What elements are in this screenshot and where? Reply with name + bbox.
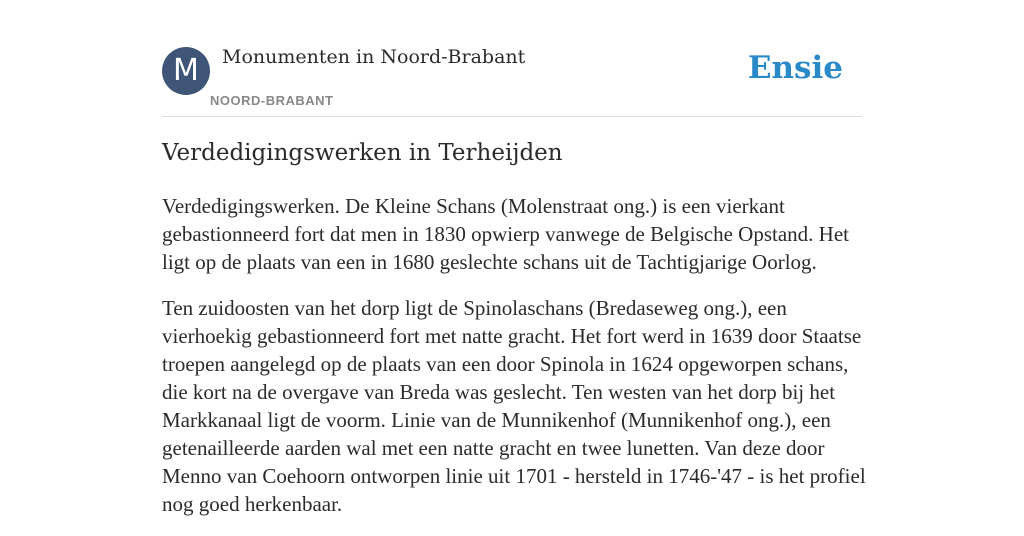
paragraph-2: Ten zuidoosten van het dorp ligt de Spinolaschans (Bredaseweg ong.), een vierhoekig gebastionneerd fort met natte gracht. Het fort werd in 1639 door Staatse troepen aangelegd op de plaats van een door Spinola in 1624 opgeworpen schans, die kort na de overgave van Breda was geslecht. Ten westen van het dorp bij het Markkanaal ligt de voorm. Linie van de Munnikenhof (Munnikenhof ong.), een getenailleerde aarden wal met een natte gracht en twee lunetten. Van deze door Menno van Coehoorn ontworpen linie uit 1701 - hersteld in 1746-'47 - is het profiel nog goed herkenbaar. — [162, 296, 866, 516]
page — [162, 0, 866, 516]
paragraph-1: Verdedigingswerken. De Kleine Schans (Molenstraat ong.) is een vierkant gebastionneerd fort dat men in 1830 opwierp vanwege de Belgische Opstand. Het ligt op de plaats van een in 1680 geslechte schans uit de Tachtigjarige Oorlog. — [162, 194, 849, 274]
avatar[interactable]: M — [162, 47, 210, 95]
article-body — [162, 192, 867, 536]
ensie-logo[interactable]: Ensie — [747, 50, 843, 86]
site-subtitle[interactable]: NOORD-BRABANT — [210, 93, 334, 108]
article-title: Verdedigingswerken in Terheijden — [162, 140, 563, 166]
header — [162, 0, 862, 117]
site-title[interactable]: Monumenten in Noord-Brabant — [222, 46, 526, 68]
